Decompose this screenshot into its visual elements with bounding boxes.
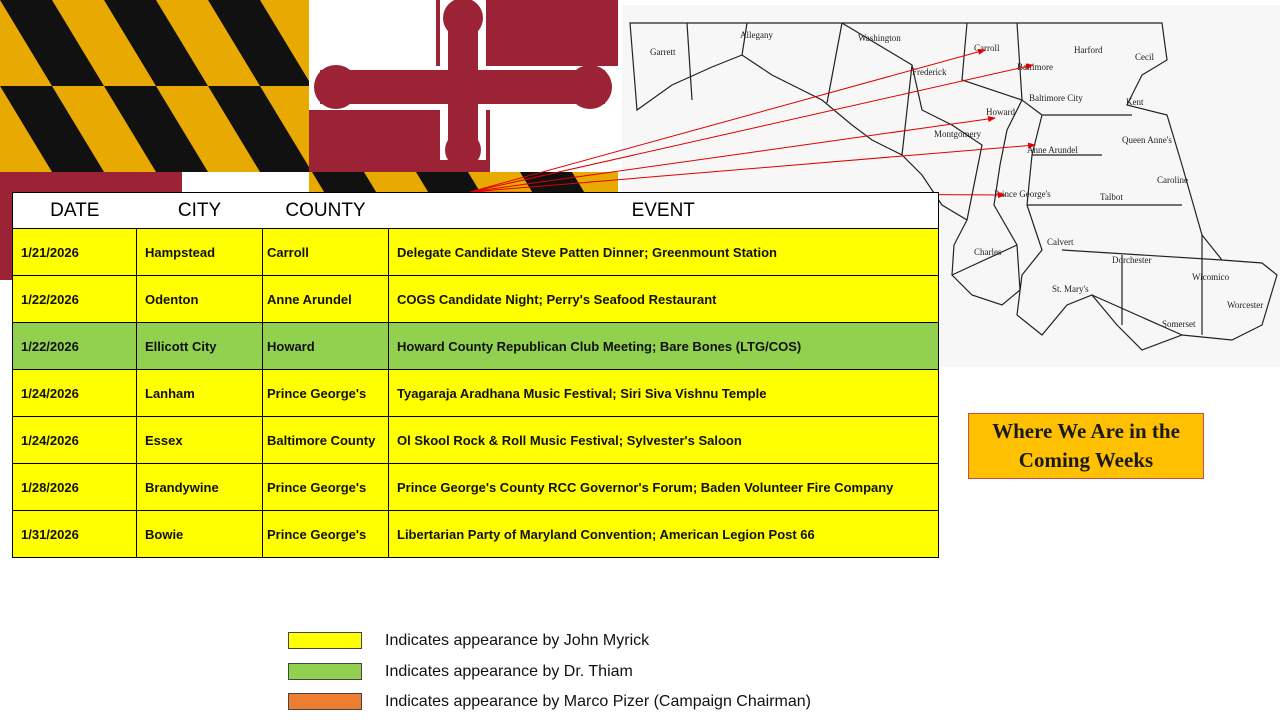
cell-event: Tyagaraja Aradhana Music Festival; Siri Siva Vishnu Temple bbox=[389, 370, 939, 417]
map-label-anne-arundel: Anne Arundel bbox=[1027, 145, 1078, 155]
events-table bbox=[12, 192, 939, 558]
cell-county: Prince George's bbox=[263, 511, 389, 558]
map-label-worcester: Worcester bbox=[1227, 300, 1264, 310]
legend-swatch-dr-thiam bbox=[288, 663, 362, 680]
table-row bbox=[13, 464, 939, 511]
cell-date: 1/22/2026 bbox=[13, 276, 137, 323]
table-row bbox=[13, 229, 939, 276]
map-label-charles: Charles bbox=[974, 247, 1002, 257]
legend-label-marco-pizer: Indicates appearance by Marco Pizer (Campaign Chairman) bbox=[385, 693, 811, 710]
map-label-washington: Washington bbox=[858, 33, 901, 43]
caption-text: Where We Are in the Coming Weeks bbox=[992, 419, 1180, 472]
table-header-row bbox=[13, 193, 939, 229]
legend-label-dr-thiam: Indicates appearance by Dr. Thiam bbox=[385, 663, 633, 680]
table-row bbox=[13, 276, 939, 323]
header-event: EVENT bbox=[389, 193, 939, 229]
cell-date: 1/24/2026 bbox=[13, 417, 137, 464]
table-row bbox=[13, 511, 939, 558]
cell-city: Bowie bbox=[137, 511, 263, 558]
cell-city: Odenton bbox=[137, 276, 263, 323]
cell-event: Ol Skool Rock & Roll Music Festival; Sylvester's Saloon bbox=[389, 417, 939, 464]
map-label-somerset: Somerset bbox=[1162, 319, 1196, 329]
legend-swatch-john-myrick bbox=[288, 632, 362, 649]
map-label-frederick: Frederick bbox=[912, 67, 947, 77]
map-label-queen-annes: Queen Anne's bbox=[1122, 135, 1172, 145]
cell-event: Prince George's County RCC Governor's Forum; Baden Volunteer Fire Company bbox=[389, 464, 939, 511]
map-label-cecil: Cecil bbox=[1135, 52, 1154, 62]
map-label-prince-georges: Prince George's bbox=[994, 189, 1051, 199]
map-label-carroll: Carroll bbox=[974, 43, 1000, 53]
legend-swatch-marco-pizer bbox=[288, 693, 362, 710]
cell-county: Anne Arundel bbox=[263, 276, 389, 323]
crossland-quarter-top bbox=[309, 0, 618, 172]
cell-event: Delegate Candidate Steve Patten Dinner; Greenmount Station bbox=[389, 229, 939, 276]
cell-city: Ellicott City bbox=[137, 323, 263, 370]
legend-label-john-myrick: Indicates appearance by John Myrick bbox=[385, 632, 650, 649]
map-label-calvert: Calvert bbox=[1047, 237, 1074, 247]
cell-city: Essex bbox=[137, 417, 263, 464]
map-label-caroline: Caroline bbox=[1157, 175, 1188, 185]
map-label-wicomico: Wicomico bbox=[1192, 272, 1230, 282]
cell-event: Libertarian Party of Maryland Convention; American Legion Post 66 bbox=[389, 511, 939, 558]
cell-county: Howard bbox=[263, 323, 389, 370]
map-label-howard: Howard bbox=[986, 107, 1015, 117]
table-row bbox=[13, 417, 939, 464]
cell-event: Howard County Republican Club Meeting; Bare Bones (LTG/COS) bbox=[389, 323, 939, 370]
map-label-harford: Harford bbox=[1074, 45, 1103, 55]
map-label-st-marys: St. Mary's bbox=[1052, 284, 1089, 294]
cell-county: Baltimore County bbox=[263, 417, 389, 464]
map-label-baltimore-city: Baltimore City bbox=[1029, 93, 1083, 103]
header-county: COUNTY bbox=[263, 193, 389, 229]
cell-date: 1/31/2026 bbox=[13, 511, 137, 558]
table-row bbox=[13, 370, 939, 417]
cell-county: Prince George's bbox=[263, 370, 389, 417]
cell-date: 1/22/2026 bbox=[13, 323, 137, 370]
cell-date: 1/24/2026 bbox=[13, 370, 137, 417]
cell-event: COGS Candidate Night; Perry's Seafood Restaurant bbox=[389, 276, 939, 323]
cell-county: Prince George's bbox=[263, 464, 389, 511]
map-label-baltimore: Baltimore bbox=[1017, 62, 1053, 72]
map-label-talbot: Talbot bbox=[1100, 192, 1123, 202]
cell-date: 1/21/2026 bbox=[13, 229, 137, 276]
cell-county: Carroll bbox=[263, 229, 389, 276]
map-label-dorchester: Dorchester bbox=[1112, 255, 1152, 265]
cell-city: Hampstead bbox=[137, 229, 263, 276]
cell-city: Brandywine bbox=[137, 464, 263, 511]
map-label-montgomery: Montgomery bbox=[934, 129, 981, 139]
header-date: DATE bbox=[13, 193, 137, 229]
cell-date: 1/28/2026 bbox=[13, 464, 137, 511]
cell-city: Lanham bbox=[137, 370, 263, 417]
header-city: CITY bbox=[137, 193, 263, 229]
caption-box bbox=[968, 413, 1204, 479]
table-row bbox=[13, 323, 939, 370]
map-label-allegany: Allegany bbox=[740, 30, 773, 40]
map-label-kent: Kent bbox=[1126, 97, 1144, 107]
map-label-garrett: Garrett bbox=[650, 47, 676, 57]
